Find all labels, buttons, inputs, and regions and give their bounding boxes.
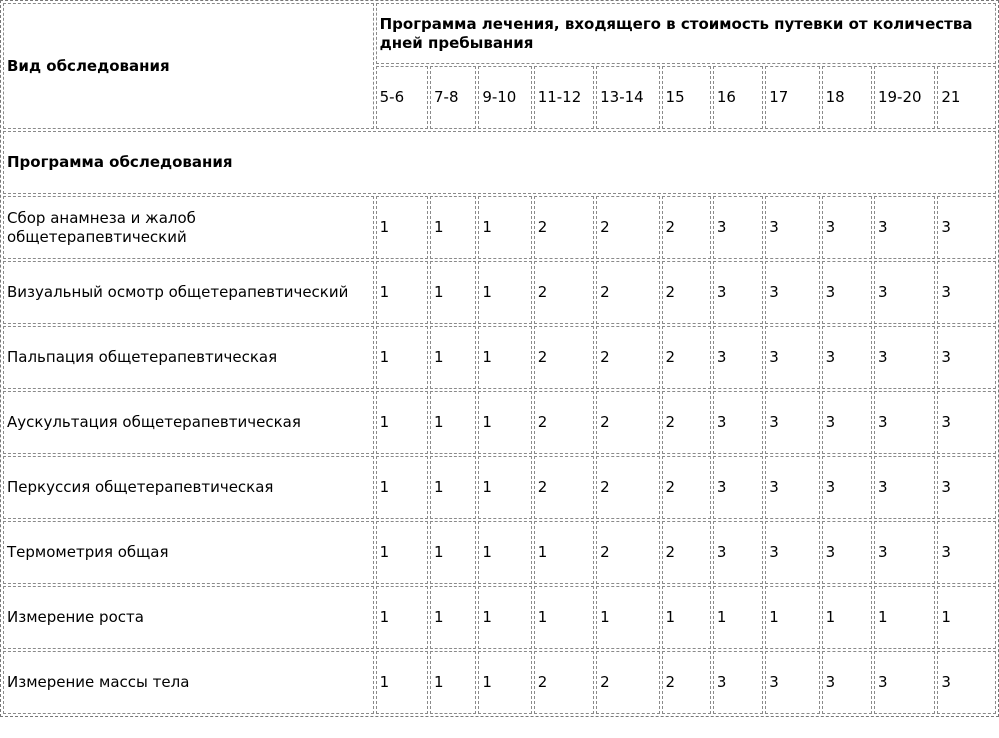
- count-cell: 3: [713, 521, 763, 584]
- count-cell: 1: [534, 586, 594, 649]
- count-cell: 1: [478, 651, 531, 714]
- day-column-header: 7-8: [430, 66, 476, 129]
- count-cell: 3: [713, 456, 763, 519]
- count-cell: 2: [534, 196, 594, 259]
- count-cell: 2: [596, 651, 659, 714]
- count-cell: 3: [822, 261, 872, 324]
- day-column-header: 5-6: [376, 66, 428, 129]
- count-cell: 2: [596, 456, 659, 519]
- exam-name-cell: Визуальный осмотр общетерапевтический: [3, 261, 374, 324]
- count-cell: 3: [822, 651, 872, 714]
- count-cell: 3: [713, 651, 763, 714]
- table-row: [3, 586, 996, 649]
- count-cell: 1: [478, 326, 531, 389]
- count-cell: 3: [874, 196, 935, 259]
- day-column-header: 15: [662, 66, 711, 129]
- day-column-header: 17: [765, 66, 819, 129]
- count-cell: 3: [874, 391, 935, 454]
- day-column-header: 11-12: [534, 66, 594, 129]
- count-cell: 2: [662, 456, 711, 519]
- count-cell: 3: [874, 651, 935, 714]
- count-cell: 3: [765, 456, 819, 519]
- count-cell: 2: [662, 391, 711, 454]
- count-cell: 1: [430, 261, 476, 324]
- count-cell: 3: [765, 196, 819, 259]
- day-column-header: 19-20: [874, 66, 935, 129]
- count-cell: 3: [937, 391, 996, 454]
- count-cell: 2: [534, 456, 594, 519]
- day-column-header: 16: [713, 66, 763, 129]
- count-cell: 3: [713, 196, 763, 259]
- table-row: [3, 521, 996, 584]
- exam-name-cell: Сбор анамнеза и жалоб общетерапевтический: [3, 196, 374, 259]
- count-cell: 1: [430, 586, 476, 649]
- count-cell: 1: [376, 651, 428, 714]
- count-cell: 2: [662, 261, 711, 324]
- table-row: [3, 196, 996, 259]
- count-cell: 1: [430, 196, 476, 259]
- exam-name-cell: Измерение массы тела: [3, 651, 374, 714]
- exam-type-header: Вид обследования: [3, 3, 374, 129]
- count-cell: 2: [596, 326, 659, 389]
- count-cell: 2: [534, 391, 594, 454]
- count-cell: 2: [534, 261, 594, 324]
- count-cell: 2: [596, 521, 659, 584]
- count-cell: 3: [937, 651, 996, 714]
- count-cell: 2: [596, 196, 659, 259]
- table-row: [3, 651, 996, 714]
- count-cell: 1: [376, 586, 428, 649]
- count-cell: 3: [765, 391, 819, 454]
- count-cell: 3: [765, 261, 819, 324]
- count-cell: 3: [822, 521, 872, 584]
- exam-name-cell: Аускультация общетерапевтическая: [3, 391, 374, 454]
- count-cell: 2: [596, 261, 659, 324]
- count-cell: 3: [937, 326, 996, 389]
- count-cell: 1: [478, 456, 531, 519]
- data-rows: [3, 196, 996, 714]
- day-column-header: 21: [937, 66, 996, 129]
- count-cell: 2: [662, 651, 711, 714]
- count-cell: 1: [376, 391, 428, 454]
- count-cell: 1: [430, 391, 476, 454]
- count-cell: 1: [376, 326, 428, 389]
- count-cell: 1: [430, 456, 476, 519]
- exam-name-cell: Термометрия общая: [3, 521, 374, 584]
- count-cell: 3: [822, 326, 872, 389]
- count-cell: 2: [534, 326, 594, 389]
- count-cell: 1: [713, 586, 763, 649]
- count-cell: 1: [822, 586, 872, 649]
- day-column-header: 9-10: [478, 66, 531, 129]
- day-column-header: 18: [822, 66, 872, 129]
- count-cell: 3: [713, 261, 763, 324]
- table-row: [3, 326, 996, 389]
- count-cell: 3: [765, 651, 819, 714]
- count-cell: 2: [596, 391, 659, 454]
- section-row: [3, 131, 996, 194]
- header-row: [3, 3, 996, 64]
- count-cell: 3: [822, 391, 872, 454]
- count-cell: 1: [376, 261, 428, 324]
- count-cell: 3: [937, 456, 996, 519]
- count-cell: 1: [478, 586, 531, 649]
- count-cell: 1: [478, 521, 531, 584]
- count-cell: 1: [430, 651, 476, 714]
- count-cell: 3: [765, 326, 819, 389]
- section-title: Программа обследования: [3, 131, 996, 194]
- count-cell: 3: [713, 391, 763, 454]
- day-column-header: 13-14: [596, 66, 659, 129]
- count-cell: 1: [937, 586, 996, 649]
- count-cell: 2: [534, 651, 594, 714]
- count-cell: 1: [478, 261, 531, 324]
- program-header: Программа лечения, входящего в стоимость путевки от количества дней пребывания: [376, 3, 996, 64]
- count-cell: 2: [662, 326, 711, 389]
- count-cell: 2: [662, 196, 711, 259]
- count-cell: 1: [874, 586, 935, 649]
- count-cell: 3: [765, 521, 819, 584]
- count-cell: 1: [478, 196, 531, 259]
- count-cell: 1: [478, 391, 531, 454]
- count-cell: 3: [822, 196, 872, 259]
- count-cell: 1: [534, 521, 594, 584]
- count-cell: 3: [874, 326, 935, 389]
- exam-name-cell: Пальпация общетерапевтическая: [3, 326, 374, 389]
- count-cell: 3: [874, 521, 935, 584]
- table-row: [3, 261, 996, 324]
- count-cell: 3: [713, 326, 763, 389]
- count-cell: 1: [376, 521, 428, 584]
- count-cell: 1: [765, 586, 819, 649]
- count-cell: 3: [937, 196, 996, 259]
- count-cell: 3: [874, 456, 935, 519]
- count-cell: 1: [596, 586, 659, 649]
- count-cell: 3: [822, 456, 872, 519]
- count-cell: 2: [662, 521, 711, 584]
- count-cell: 1: [430, 326, 476, 389]
- table-row: [3, 391, 996, 454]
- exam-name-cell: Перкуссия общетерапевтическая: [3, 456, 374, 519]
- count-cell: 1: [662, 586, 711, 649]
- count-cell: 3: [874, 261, 935, 324]
- exam-name-cell: Измерение роста: [3, 586, 374, 649]
- count-cell: 1: [430, 521, 476, 584]
- count-cell: 3: [937, 521, 996, 584]
- count-cell: 1: [376, 196, 428, 259]
- table-row: [3, 456, 996, 519]
- count-cell: 3: [937, 261, 996, 324]
- count-cell: 1: [376, 456, 428, 519]
